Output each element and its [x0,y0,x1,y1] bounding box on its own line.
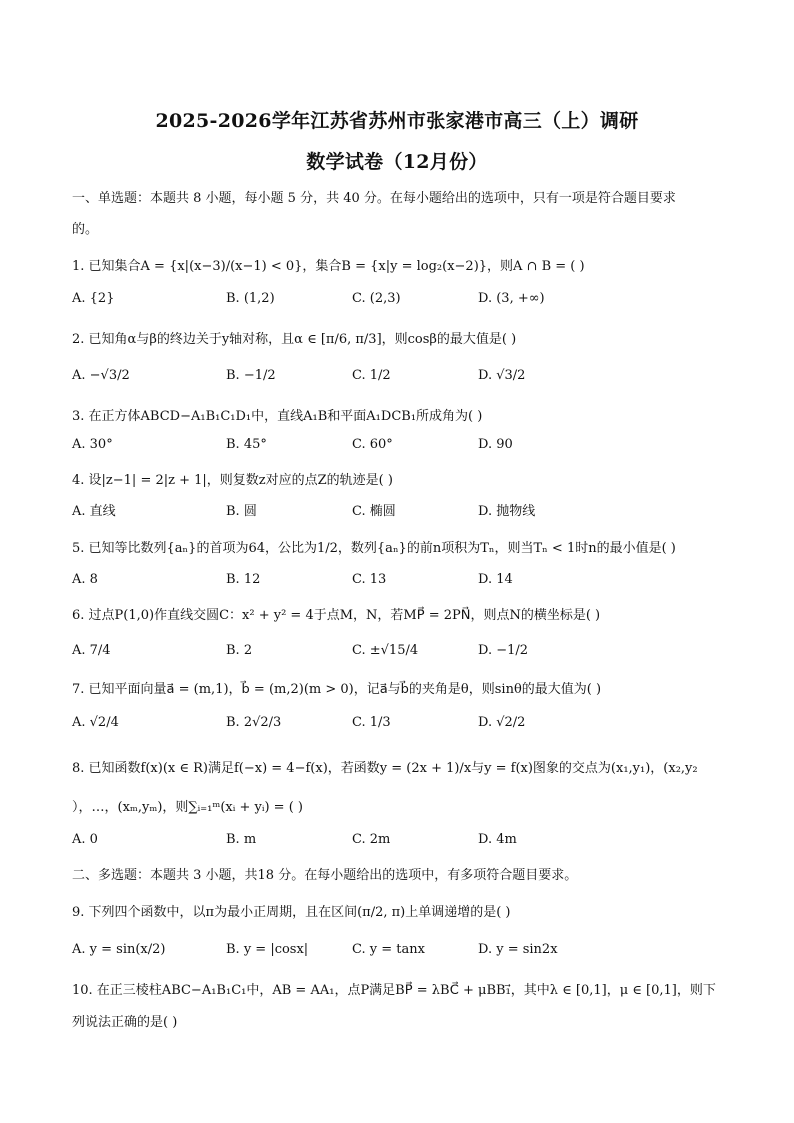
option-b: B. (1,2) [226,291,275,306]
option-d: D. 抛物线 [478,504,536,519]
option-b: B. m [226,832,257,847]
option-d: D. 90 [478,437,513,452]
question-6-stem: 6. 过点P(1,0)作直线交圆C：x² + y² = 4于点M，N，若MP⃗ = 2PN⃗，则点N的横坐标是( ) [72,608,601,623]
question-5-stem: 5. 已知等比数列{aₙ}的首项为64，公比为1/2，数列{aₙ}的前n项积为Tₙ，则当Tₙ < 1时n的最小值是( ) [72,541,676,556]
option-c: C. ±√15/4 [352,643,419,658]
option-a: A. y = sin(x/2) [72,942,166,957]
section-1-heading-cont: 的。 [72,222,99,237]
option-d: D. √3/2 [478,368,526,383]
option-a: A. 直线 [72,504,116,519]
option-b: B. 圆 [226,504,257,519]
option-b: B. −1/2 [226,368,276,383]
option-b: B. 45° [226,437,267,452]
question-3-options [72,437,722,455]
option-d: D. y = sin2x [478,942,558,957]
question-1-options [72,291,722,309]
option-b: B. y = |cosx| [226,942,309,957]
option-c: C. y = tanx [352,942,425,957]
question-2-stem: 2. 已知角α与β的终边关于y轴对称，且α ∈ [π/6, π/3]，则cosβ的最大值是( ) [72,332,517,347]
section-1-heading: 一、单选题：本题共 8 小题，每小题 5 分，共 40 分。在每小题给出的选项中，只有一项是符合题目要求 [72,191,676,206]
option-a: A. 8 [72,572,98,587]
question-6-options [72,643,722,661]
question-2-options [72,368,722,386]
section-2-heading: 二、多选题：本题共 3 小题，共18 分。在每小题给出的选项中，有多项符合题目要求。 [72,868,578,883]
option-d: D. 14 [478,572,513,587]
question-8-stem-cont: ），…，(xₘ,yₘ)，则∑ᵢ₌₁ᵐ(xᵢ + yᵢ) = ( ) [72,800,303,815]
question-3-stem: 3. 在正方体ABCD−A₁B₁C₁D₁中，直线A₁B和平面A₁DCB₁所成角为( ) [72,409,483,424]
question-9-stem: 9. 下列四个函数中，以π为最小正周期，且在区间(π/2, π)上单调递增的是( ) [72,905,511,920]
question-1-stem: 1. 已知集合A = {x|(x−3)/(x−1) < 0}，集合B = {x|y = log₂(x−2)}，则A ∩ B = ( ) [72,259,585,274]
exam-subtitle: 数学试卷（12月份） [306,151,488,173]
question-8-options [72,832,722,850]
option-a: A. {2} [72,291,115,306]
question-10-stem-cont: 列说法正确的是( ) [72,1015,178,1030]
option-a: A. √2/4 [72,715,119,730]
option-c: C. 椭圆 [352,504,396,519]
question-10-stem: 10. 在正三棱柱ABC−A₁B₁C₁中，AB = AA₁，点P满足BP⃗ = λBC⃗ + μBB₁⃗，其中λ ∈ [0,1]，μ ∈ [0,1]，则下 [72,983,716,998]
question-7-stem: 7. 已知平面向量a⃗ = (m,1)，b⃗ = (m,2)(m > 0)，记a⃗与b⃗的夹角是θ，则sinθ的最大值为( ) [72,682,602,697]
option-a: A. −√3/2 [72,368,130,383]
option-a: A. 0 [72,832,98,847]
option-b: B. 2√2/3 [226,715,282,730]
option-d: D. 4m [478,832,517,847]
option-d: D. −1/2 [478,643,529,658]
question-4-options [72,500,722,518]
question-5-options [72,572,722,590]
question-4-stem: 4. 设|z−1| = 2|z + 1|，则复数z对应的点Z的轨迹是( ) [72,473,393,488]
option-d: D. (3, +∞) [478,291,545,306]
option-c: C. 2m [352,832,391,847]
option-c: C. 1/2 [352,368,391,383]
option-b: B. 2 [226,643,253,658]
option-a: A. 7/4 [72,643,111,658]
option-d: D. √2/2 [478,715,526,730]
option-a: A. 30° [72,437,113,452]
option-c: C. 60° [352,437,393,452]
option-c: C. 13 [352,572,387,587]
question-7-options [72,715,722,733]
exam-title: 2025-2026学年江苏省苏州市张家港市高三（上）调研 [155,110,639,132]
option-c: C. (2,3) [352,291,401,306]
question-9-options [72,942,722,960]
option-c: C. 1/3 [352,715,391,730]
option-b: B. 12 [226,572,261,587]
question-8-stem: 8. 已知函数f(x)(x ∈ R)满足f(−x) = 4−f(x)，若函数y = (2x + 1)/x与y = f(x)图象的交点为(x₁,y₁)，(x₂,y₂ [72,761,698,776]
